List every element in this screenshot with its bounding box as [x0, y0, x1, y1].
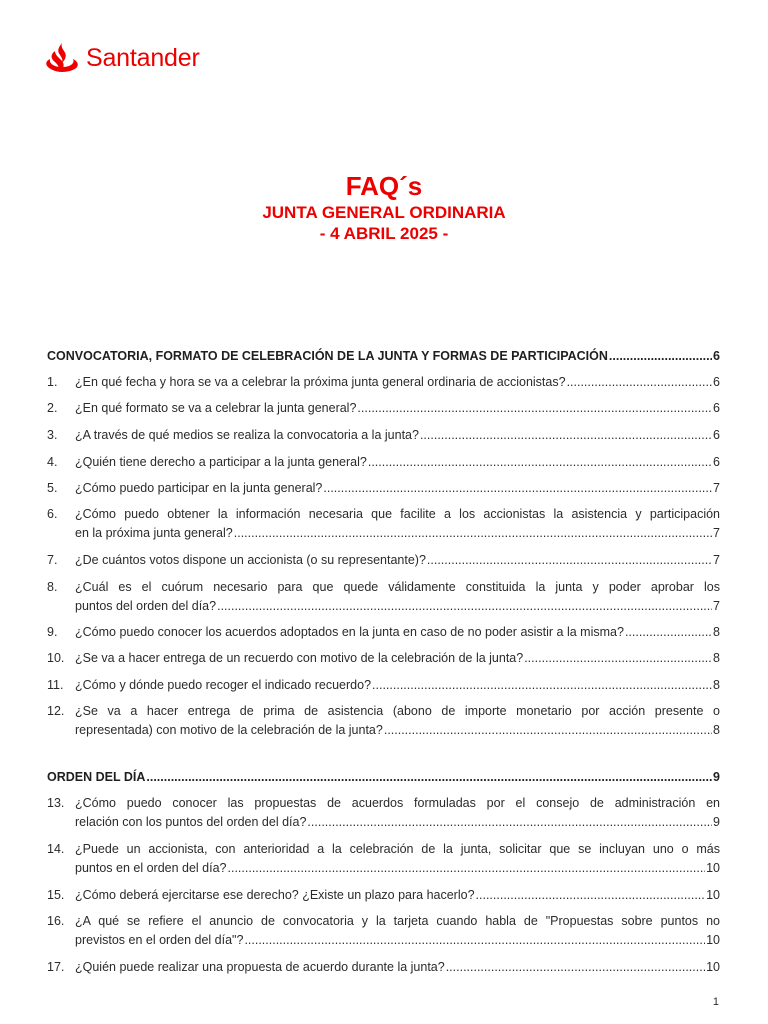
toc-item-number: 11.: [47, 678, 64, 692]
toc-item-text-continued: representada) con motivo de la celebración de la junta?: [75, 723, 383, 737]
toc-page-number: 8: [713, 625, 720, 639]
toc-page-number: 6: [713, 349, 720, 363]
santander-flame-icon: [45, 42, 79, 74]
toc-item-number: 12.: [47, 704, 65, 718]
toc-item-text-continued: puntos del orden del día?: [75, 599, 217, 613]
toc-item-8[interactable]: [47, 578, 720, 616]
toc-item-number: 1.: [47, 375, 58, 389]
toc-item-text: ¿Quién puede realizar una propuesta de acuerdo durante la junta?: [75, 960, 445, 974]
toc-item-number: 10.: [47, 651, 65, 665]
toc-leader: [625, 623, 712, 642]
toc-item-text-continued: en la próxima junta general?: [75, 526, 233, 540]
toc-section-title: CONVOCATORIA, FORMATO DE CELEBRACIÓN DE LA JUNTA Y FORMAS DE PARTICIPACIÓN: [47, 349, 608, 363]
toc-item-6[interactable]: [47, 505, 720, 543]
toc-leader: [217, 597, 712, 616]
toc-item-number: 5.: [47, 481, 58, 495]
toc-item-number: 16.: [47, 914, 65, 928]
toc-page-number: 7: [713, 526, 720, 540]
toc-page-number: 6: [713, 428, 720, 442]
page-subtitle: JUNTA GENERAL ORDINARIA: [262, 203, 506, 222]
toc-item-text: ¿Quién tiene derecho a participar a la junta general?: [75, 455, 367, 469]
page-title: FAQ´s: [345, 171, 423, 201]
toc-item-text: ¿En qué formato se va a celebrar la junta general?: [75, 401, 357, 415]
toc-item-14[interactable]: [47, 840, 720, 878]
toc-page-number: 10: [706, 933, 720, 947]
toc-item-13[interactable]: [47, 794, 720, 832]
toc-page-number: 8: [713, 723, 720, 737]
toc-item-text: ¿Cómo deberá ejercitarse ese derecho? ¿Existe un plazo para hacerlo?: [75, 888, 475, 902]
toc-page-number: 10: [706, 888, 720, 902]
toc-item-text: ¿Cómo puedo conocer los acuerdos adoptados en la junta en caso de no poder asistir a la misma?: [75, 625, 624, 639]
toc-item-number: 8.: [47, 580, 58, 594]
toc-item-text: ¿Cómo puedo conocer las propuestas de acuerdos formuladas por el consejo de administración en: [75, 796, 720, 810]
toc-item-number: 3.: [47, 428, 58, 442]
toc-item-text: ¿A qué se refiere el anuncio de convocatoria y la tarjeta cuando habla de "Propuestas sobre puntos no: [75, 914, 720, 928]
toc-item-16[interactable]: [47, 912, 720, 950]
santander-logo: [45, 42, 200, 74]
toc-page-number: 6: [713, 401, 720, 415]
toc-item-text: ¿Cómo y dónde puedo recoger el indicado recuerdo?: [75, 678, 372, 692]
toc-leader: [609, 347, 712, 366]
document-header: [0, 170, 768, 244]
toc-page-number: 8: [713, 678, 720, 692]
toc-leader: [446, 958, 705, 977]
toc-item-text-continued: relación con los puntos del orden del día?: [75, 815, 307, 829]
toc-leader: [427, 551, 712, 570]
toc-item-text-continued: previstos en el orden del día"?: [75, 933, 244, 947]
toc-item-text: ¿Se va a hacer entrega de un recuerdo con motivo de la celebración de la junta?: [75, 651, 524, 665]
toc-page-number: 7: [713, 599, 720, 613]
toc-leader: [420, 426, 712, 445]
toc-item-number: 6.: [47, 507, 58, 521]
toc-leader: [307, 813, 712, 832]
toc-page-number: 6: [713, 455, 720, 469]
toc-leader: [323, 479, 712, 498]
toc-leader: [244, 931, 705, 950]
toc-leader: [234, 524, 712, 543]
toc-leader: [357, 399, 712, 418]
toc-page-number: 9: [713, 815, 720, 829]
toc-item-12[interactable]: [47, 702, 720, 740]
toc-leader: [372, 676, 712, 695]
page-number: 1: [712, 996, 719, 1008]
toc-item-text: ¿En qué fecha y hora se va a celebrar la próxima junta general ordinaria de accionistas?: [75, 375, 566, 389]
toc-item-number: 4.: [47, 455, 58, 469]
toc-item-text: ¿Cómo puedo participar en la junta general?: [75, 481, 323, 495]
toc-page-number: 9: [713, 770, 720, 784]
toc-item-number: 7.: [47, 553, 58, 567]
toc-item-number: 13.: [47, 796, 65, 810]
toc-item-text: ¿A través de qué medios se realiza la convocatoria a la junta?: [75, 428, 419, 442]
toc-item-text: ¿Se va a hacer entrega de prima de asistencia (abono de importe monetario por acción presente o: [75, 704, 720, 718]
toc-leader: [476, 886, 706, 905]
toc-page-number: 10: [706, 960, 720, 974]
toc-page-number: 10: [706, 861, 720, 875]
toc-item-number: 2.: [47, 401, 58, 415]
toc-item-text: ¿Puede un accionista, con anterioridad a la celebración de la junta, solicitar que se incluyan uno o más: [75, 842, 720, 856]
toc-item-number: 9.: [47, 625, 58, 639]
toc-leader: [567, 373, 712, 392]
toc-leader: [384, 721, 712, 740]
toc-item-text: ¿De cuántos votos dispone un accionista (o su representante)?: [75, 553, 426, 567]
toc-page-number: 7: [713, 553, 720, 567]
toc-item-text-continued: puntos en el orden del día?: [75, 861, 227, 875]
toc-leader: [146, 768, 712, 787]
toc-page-number: 7: [713, 481, 720, 495]
toc-item-text: ¿Cuál es el cuórum necesario para que quede válidamente constituida la junta y poder aprobar los: [75, 580, 720, 594]
toc-leader: [368, 453, 712, 472]
toc-item-number: 17.: [47, 960, 65, 974]
toc-page-number: 8: [713, 651, 720, 665]
brand-name: Santander: [86, 43, 200, 72]
toc-leader: [228, 859, 706, 878]
meeting-date: - 4 ABRIL 2025 -: [319, 224, 449, 243]
toc-section-title: ORDEN DEL DÍA: [47, 770, 146, 784]
toc-item-number: 14.: [47, 842, 65, 856]
toc-item-text: ¿Cómo puedo obtener la información necesaria que facilite a los accionistas la asistencia y participación: [75, 507, 720, 521]
toc-leader: [524, 649, 712, 668]
toc-page-number: 6: [713, 375, 720, 389]
toc-item-number: 15.: [47, 888, 65, 902]
